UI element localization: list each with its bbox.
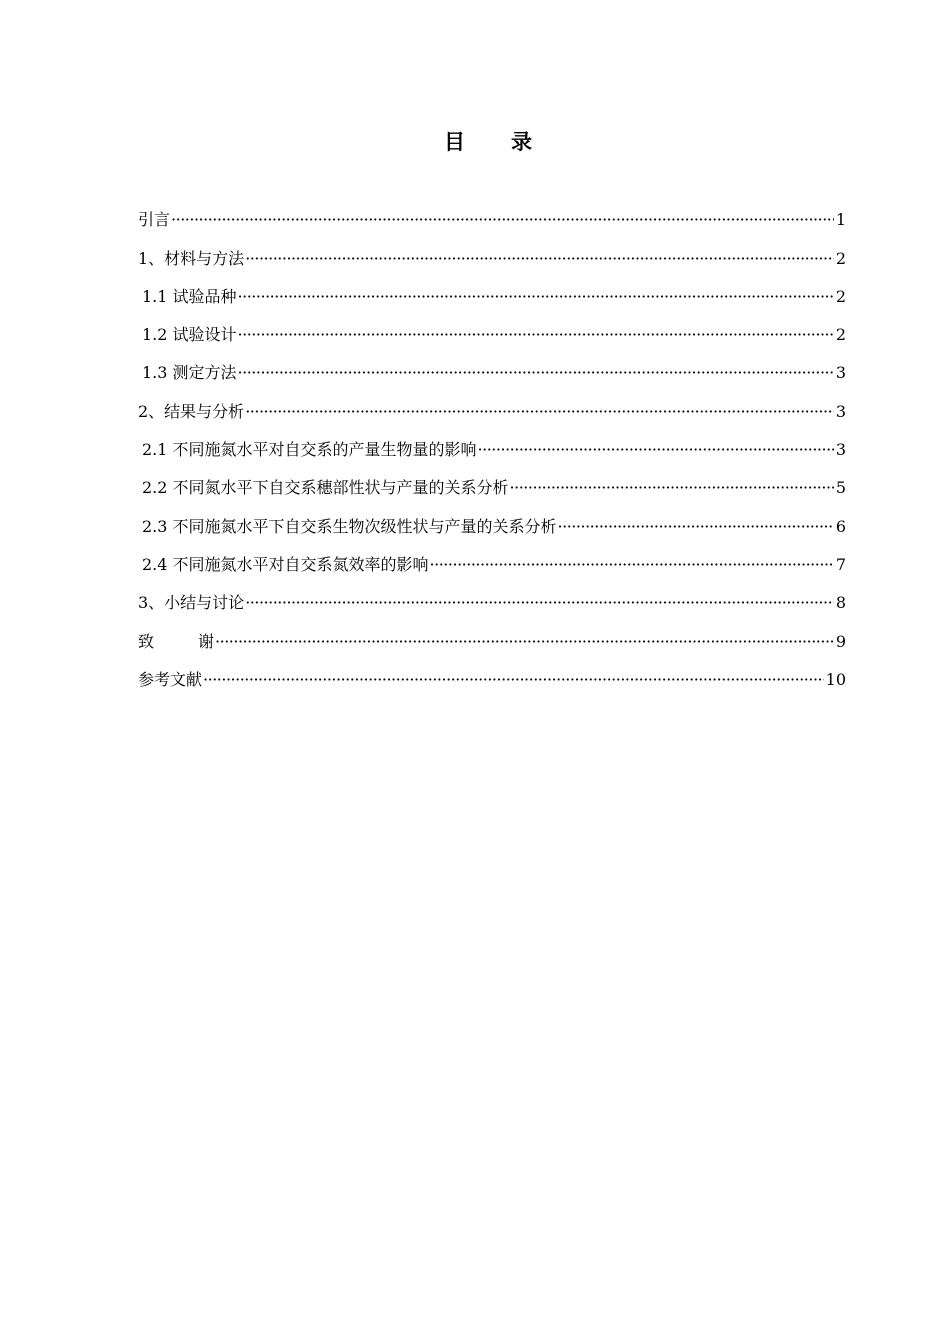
toc-entry-page: 3 [835, 440, 846, 460]
toc-leader-dots [215, 626, 834, 658]
toc-entry-2-3[interactable] [138, 504, 846, 542]
toc-entry-label: 1.2 试验设计 [142, 325, 237, 345]
toc-leader-dots [245, 243, 834, 275]
toc-entry-1-2[interactable] [138, 313, 846, 351]
toc-entry-label: 1、材料与方法 [138, 248, 245, 268]
toc-label-char-1: 致 [138, 631, 155, 651]
toc-leader-dots [171, 204, 834, 236]
toc-entry-page: 10 [825, 669, 846, 689]
toc-entry-2-1[interactable] [138, 428, 846, 466]
toc-entry-label: 1.1 试验品种 [142, 286, 237, 306]
toc-entry-page: 8 [835, 593, 846, 613]
toc-entry-page: 5 [835, 478, 846, 498]
toc-entry-results-analysis[interactable] [138, 389, 846, 427]
toc-leader-dots [430, 549, 834, 581]
toc-entry-page: 2 [835, 248, 846, 268]
toc-label-char-2: 谢 [198, 631, 215, 651]
toc-entry-2-2[interactable] [138, 466, 846, 504]
toc-leader-dots [245, 587, 834, 619]
toc-entry-page: 2 [835, 325, 846, 345]
toc-entry-label: 2.2 不同氮水平下自交系穗部性状与产量的关系分析 [142, 478, 509, 498]
toc-leader-dots [478, 434, 834, 466]
toc-leader-dots [238, 281, 834, 313]
toc-entry-page: 9 [835, 631, 846, 651]
toc-leader-dots [558, 511, 834, 543]
toc-entry-1-3[interactable] [138, 351, 846, 389]
toc-entry-label: 2、结果与分析 [138, 401, 245, 421]
title-char-1: 目 [444, 129, 465, 154]
toc-entry-label: 参考文献 [138, 669, 203, 689]
toc-entry-label: 3、小结与讨论 [138, 593, 245, 613]
table-of-contents [138, 198, 846, 696]
toc-entry-references[interactable] [138, 658, 846, 696]
toc-entry-page: 2 [835, 286, 846, 306]
toc-entry-label: 1.3 测定方法 [142, 363, 237, 383]
toc-entry-page: 7 [835, 554, 846, 574]
toc-leader-dots [245, 396, 834, 428]
toc-entry-page: 1 [835, 210, 846, 230]
toc-entry-label: 引言 [138, 210, 171, 230]
toc-leader-dots [203, 664, 824, 696]
toc-entry-label [138, 626, 214, 658]
toc-entry-summary-discussion[interactable] [138, 581, 846, 619]
title-char-2: 录 [511, 129, 532, 154]
toc-entry-2-4[interactable] [138, 543, 846, 581]
toc-leader-dots [238, 357, 834, 389]
toc-leader-dots [238, 319, 834, 351]
toc-entry-page: 6 [835, 516, 846, 536]
toc-leader-dots [510, 472, 834, 504]
toc-entry-materials-methods[interactable] [138, 236, 846, 274]
toc-entry-label: 2.3 不同施氮水平下自交系生物次级性状与产量的关系分析 [142, 516, 557, 536]
toc-entry-1-1[interactable] [138, 275, 846, 313]
page-title [0, 126, 950, 156]
toc-entry-acknowledgements[interactable] [138, 619, 846, 657]
toc-entry-page: 3 [835, 401, 846, 421]
toc-entry-label: 2.4 不同施氮水平对自交系氮效率的影响 [142, 554, 429, 574]
toc-entry-page: 3 [835, 363, 846, 383]
toc-entry-label: 2.1 不同施氮水平对自交系的产量生物量的影响 [142, 440, 477, 460]
toc-entry-introduction[interactable] [138, 198, 846, 236]
